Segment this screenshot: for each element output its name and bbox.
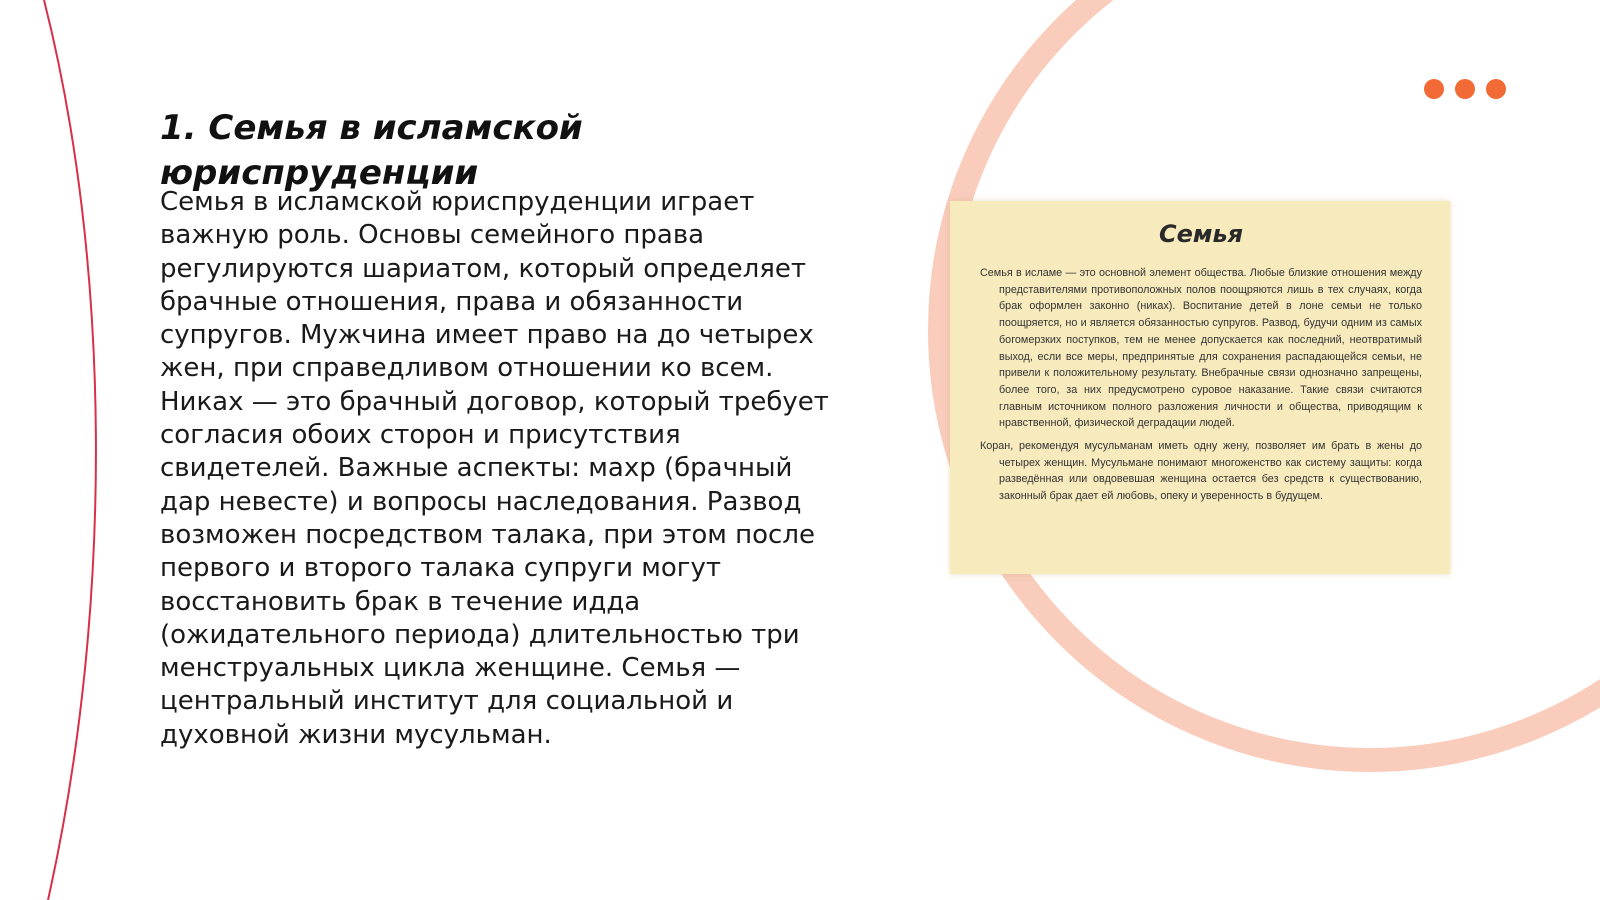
document-image-title: Семья [1158, 220, 1244, 248]
slide-title: 1. Семья в исламской юриспруденции [160, 108, 583, 193]
slide-body-text: Семья в исламской юриспруденции играет важную роль. Основы семейного права регулируются шариатом, который определяет брачные отношения, права и обязанности супругов. Мужчина имеет право на до четырех жен, при справедливом отношении ко всем. Никах — это брачный договор, который требует согласия обоих сторон и присутствия свидетелей. Важные аспекты: махр (брачный дар невесте) и вопросы наследования. Развод возможен посредством талака, при этом после первого и второго талака супруги могут восстановить брак в течение идда (ожидательного периода) длительностью три менструальных цикла женщине. Семья — центральный институт для социальной и духовной жизни мусульман. [160, 187, 829, 750]
document-paragraph-2: Коран, рекомендуя мусульманам иметь одну жену, позволяет им брать в жены до четырех женщин. Мусульмане понимают многоженство как систему защиты: когда разведённая или овдовевшая женщина остается без средств к существованию, законный брак дает ей любовь, опеку и уверенность в будущем. [980, 440, 1422, 503]
dot-1 [1424, 79, 1444, 99]
dot-3 [1486, 79, 1506, 99]
decorative-left-curve [44, 0, 96, 900]
document-paragraph-1: Семья в исламе — это основной элемент общества. Любые близкие отношения между представителями противоположных полов поощряются лишь в тех случаях, когда брак оформлен законно (никах). Воспитание детей в лоне семьи не только поощряется, но и является обязанностью супругов. Развод, будучи одним из самых богомерзких поступков, тем не менее допускается как последний, неотвратимый выход, если все меры, предпринятые для сохранения распадающейся семьи, не привели к положительному результату. Внебрачные связи однозначно запрещены, более того, за них предусмотрено суровое наказание. Такие связи считаются главным источником полного разложения личности и общества, приводящим к нравственной, физической деградации людей. [980, 267, 1422, 430]
document-image [950, 201, 1450, 574]
dot-2 [1455, 79, 1475, 99]
decorative-dots [1424, 79, 1506, 99]
